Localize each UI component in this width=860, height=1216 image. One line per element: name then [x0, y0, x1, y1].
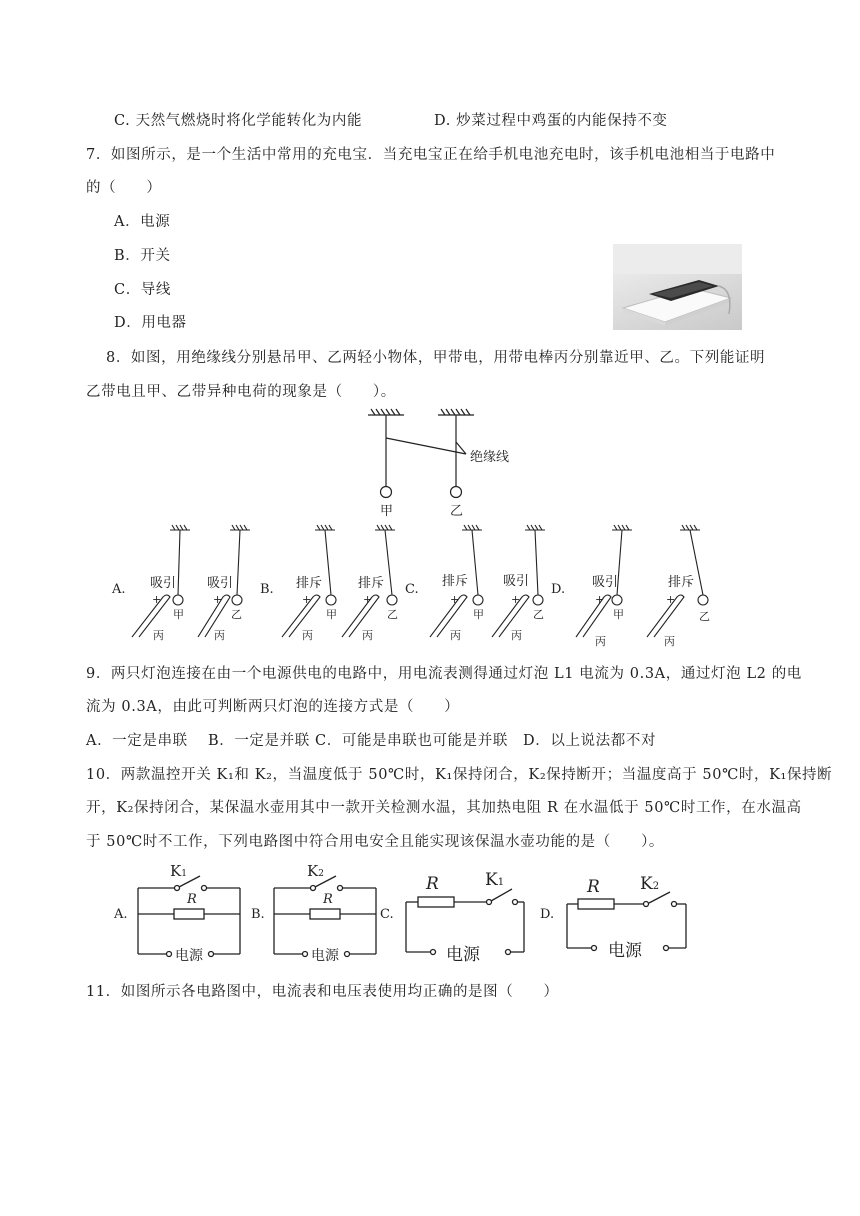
q8-d-yi: 乙: [699, 610, 710, 623]
q10-b-r-label: R: [323, 892, 333, 907]
power-bank-photo: [613, 244, 742, 330]
q10-option-c-letter: C.: [380, 907, 394, 922]
q7-option-c: C．导线: [114, 282, 171, 298]
power-bank-illustration: [613, 244, 742, 330]
q9-stem-line1: 9．两只灯泡连接在由一个电源供电的电路中，用电流表测得通过灯泡 L1 电流为 0.3A，通过灯泡 L2 的电: [86, 666, 802, 682]
q7-option-b: B．开关: [114, 248, 171, 264]
q8-b-yi: 乙: [387, 608, 398, 621]
q8-d-plus: +: [595, 593, 605, 606]
q8-a-plus-2: +: [213, 593, 223, 606]
q8-c-bing-2: 丙: [511, 629, 522, 642]
q10-b-k-label: K2: [307, 862, 324, 880]
q8-b-bing: 丙: [302, 629, 313, 642]
q10-c-source-label: 电源: [446, 945, 480, 965]
q8-c-right-label: 吸引: [503, 574, 530, 589]
q10-a-k-label: K1: [170, 862, 187, 880]
q8-jia-label: 甲: [380, 504, 394, 519]
q10-stem-line3: 于 50℃时不工作，下列电路图中符合用电安全且能实现该保温水壶功能的是（ ）。: [86, 834, 665, 850]
q7-stem-line2: 的（ ）: [86, 180, 162, 196]
q8-d-jia: 甲: [613, 608, 624, 621]
q8-a-left-label: 吸引: [150, 576, 177, 591]
q10-d-k-label: K2: [640, 874, 660, 894]
q8-d-left-label: 吸引: [592, 575, 619, 590]
q8-c-jia: 甲: [473, 608, 484, 621]
q10-stem-line2: 开，K₂保持闭合，某保温水壶用其中一款开关检测水温，其加热电阻 R 在水温低于 50℃时工作，在水温高: [86, 800, 802, 816]
q10-a-r-label: R: [187, 892, 197, 907]
q8-option-b-letter: B.: [260, 582, 274, 597]
q8-yi-label: 乙: [450, 504, 464, 519]
q8-c-yi: 乙: [533, 608, 544, 621]
q10-d-source-label: 电源: [608, 941, 642, 961]
q10-circuit-figures: [130, 862, 690, 972]
q8-d-bing: 丙: [595, 635, 606, 648]
q8-option-a-letter: A.: [112, 582, 126, 597]
q8-b-plus: +: [302, 593, 312, 606]
q8-a-plus: +: [152, 593, 162, 606]
q8-a-bing: 丙: [153, 629, 164, 642]
q11-stem-line1: 11．如图所示各电路图中，电流表和电压表使用均正确的是图（ ）: [86, 984, 559, 1000]
q8-stem-line1: 8．如图，用绝缘线分别悬吊甲、乙两轻小物体，甲带电，用带电棒丙分别靠近甲、乙。下列能证明: [106, 350, 766, 366]
q8-d-bing-2: 丙: [664, 635, 675, 648]
q8-b-jia: 甲: [326, 608, 337, 621]
q10-stem-line1: 10．两款温控开关 K₁和 K₂，当温度低于 50℃时，K₁保持闭合，K₂保持断开；当温度高于 50℃时，K₁保持断: [86, 767, 833, 783]
q9-options: A．一定是串联 B．一定是并联 C．可能是串联也可能是并联 D．以上说法都不对: [86, 733, 657, 749]
q8-b-plus-2: +: [363, 593, 373, 606]
q8-a-jia: 甲: [173, 608, 184, 621]
q10-c-k-label: K1: [485, 870, 505, 890]
q8-a-yi: 乙: [231, 608, 242, 621]
q7-option-d: D．用电器: [114, 315, 187, 331]
q8-b-right-label: 排斥: [358, 576, 385, 591]
q8-c-plus-2: +: [511, 593, 521, 606]
q8-c-left-label: 排斥: [442, 574, 469, 589]
q9-stem-line2: 流为 0.3A，由此可判断两只灯泡的连接方式是（ ）: [86, 699, 460, 715]
q8-option-c-letter: C.: [405, 582, 419, 597]
q6-option-d: D. 炒菜过程中鸡蛋的内能保持不变: [434, 113, 668, 129]
q8-d-plus-2: +: [666, 593, 676, 606]
q10-option-b-letter: B.: [251, 907, 265, 922]
q7-stem-line1: 7．如图所示，是一个生活中常用的充电宝．当充电宝正在给手机电池充电时，该手机电池相当于电路中: [86, 147, 776, 163]
q10-b-source-label: 电源: [311, 948, 339, 964]
q8-a-right-label: 吸引: [207, 576, 234, 591]
q6-option-c: C. 天然气燃烧时将化学能转化为内能: [114, 113, 363, 129]
q8-d-right-label: 排斥: [668, 575, 695, 590]
q8-insulator-label: 绝缘线: [470, 450, 510, 465]
q10-d-r-label: R: [587, 877, 600, 897]
q8-option-d-letter: D.: [551, 582, 566, 597]
q8-stem-line2: 乙带电且甲、乙带异种电荷的现象是（ ）。: [86, 384, 396, 400]
q8-b-left-label: 排斥: [296, 576, 323, 591]
q8-c-plus: +: [450, 593, 460, 606]
q10-a-source-label: 电源: [175, 948, 203, 964]
q10-c-r-label: R: [426, 874, 439, 894]
q7-option-a: A．电源: [114, 214, 171, 230]
q8-b-bing-2: 丙: [362, 629, 373, 642]
q10-option-a-letter: A.: [114, 907, 128, 922]
q8-a-bing-2: 丙: [214, 629, 225, 642]
q10-option-d-letter: D.: [540, 907, 555, 922]
q8-c-bing: 丙: [450, 629, 461, 642]
